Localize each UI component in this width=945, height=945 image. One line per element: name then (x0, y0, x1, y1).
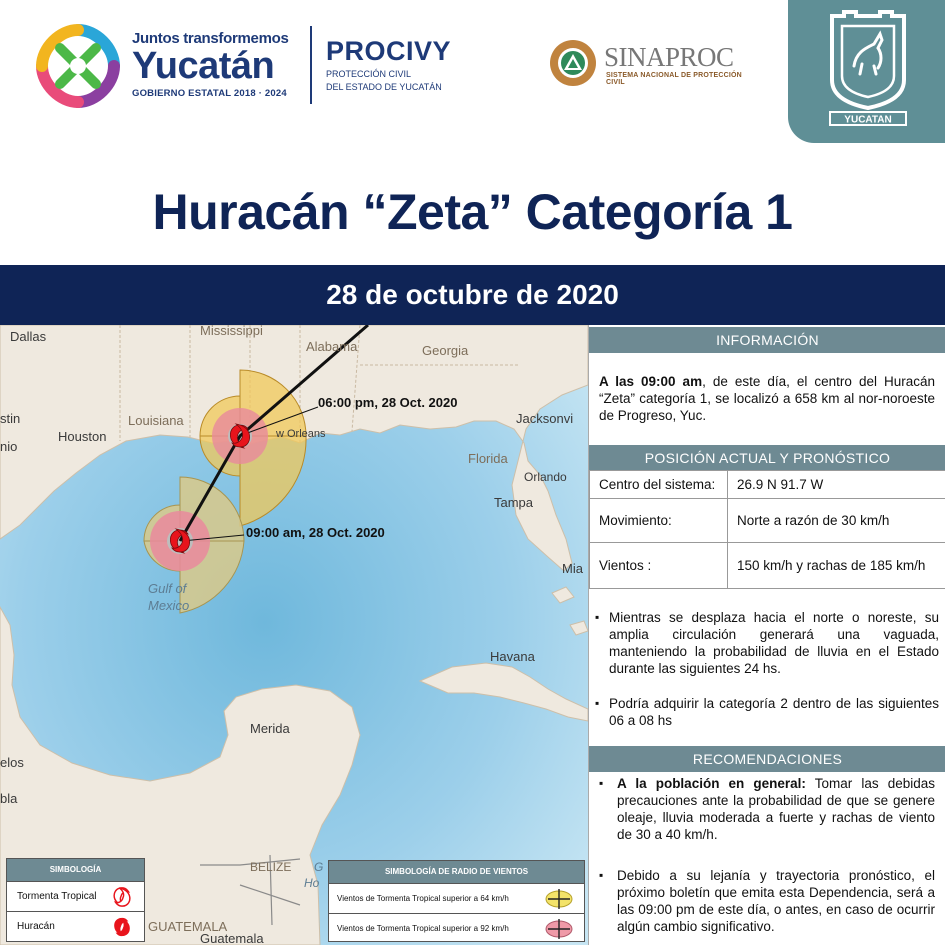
position-value-winds: 150 km/h y rachas de 185 km/h (728, 543, 945, 589)
label-new-orleans: w Orleans (276, 428, 326, 440)
label-puebla-fragment: bla (0, 791, 18, 806)
procivy-subtitle-2: DEL ESTADO DE YUCATÁN (326, 82, 442, 92)
label-guatemala: GUATEMALA (148, 919, 228, 934)
label-austin: stin (0, 411, 21, 426)
label-florida: Florida (468, 451, 508, 466)
label-houston: Houston (58, 429, 107, 444)
recommendation-1 (597, 775, 935, 843)
position-table (589, 470, 945, 589)
label-gulf-honduras: G (314, 860, 324, 874)
yucatan-tagline: Juntos transformemos (132, 30, 289, 47)
position-label-am: 09:00 am, 28 Oct. 2020 (246, 525, 385, 540)
yucatan-knot-icon (36, 24, 120, 108)
position-label-pm: 06:00 pm, 28 Oct. 2020 (318, 395, 458, 410)
position-key-center: Centro del sistema: (590, 471, 728, 499)
legend-label-tropical-storm: Tormenta Tropical (17, 891, 97, 902)
label-havana: Havana (490, 649, 535, 664)
recommendation-1-text: Tomar las debidas precauciones ante la probabilidad de que se genere oleaje, lluvia moderada a fuerte y rachas de viento de 30 a 40 km/h. (617, 776, 935, 842)
map-canvas (0, 325, 588, 945)
yucatan-shield-box (788, 0, 945, 143)
info-panel (588, 325, 945, 945)
hurricane-track-map[interactable] (0, 325, 588, 945)
label-mississippi: Mississippi (200, 325, 263, 338)
label-san-antonio: nio (0, 439, 18, 454)
label-miami: Mia (562, 561, 583, 576)
label-louisiana: Louisiana (128, 413, 184, 428)
recommendations-list (597, 775, 935, 935)
label-honduras-fragment: Ho (304, 876, 320, 890)
hurricane-icon (112, 916, 132, 938)
label-georgia: Georgia (422, 343, 469, 358)
label-gulf-of: Gulf of (148, 581, 187, 596)
symbol-legend (6, 858, 145, 942)
label-guatemala-city: Guatemala (200, 931, 264, 945)
forecast-bullet-1: ▪ Mientras se desplaza hacia el norte o noreste, su amplia circulación generará una vaguada, manteniendo la probabilidad de lluvia en el Estado durante las siguientes 24 hs. (595, 609, 939, 677)
table-row (590, 499, 945, 543)
sinaproc-logo (548, 38, 758, 92)
label-mexico-gulf: Mexico (148, 598, 190, 613)
info-body: , de este día, el centro del Huracán “Zeta” categoría 1, se localizó a 658 km al nor-noroeste de Progreso, Yuc. (599, 374, 935, 423)
label-monterrey-fragment: elos (0, 755, 24, 770)
tropical-storm-icon (112, 886, 132, 908)
label-jacksonville: Jacksonvi (516, 411, 574, 426)
position-value-center: 26.9 N 91.7 W (728, 471, 945, 499)
header-divider (310, 26, 312, 104)
forecast-bullet-2: ▪ Podría adquirir la categoría 2 dentro de las siguientes 06 a 08 hs (595, 695, 939, 729)
table-row (590, 543, 945, 589)
shield-label: YUCATAN (844, 114, 892, 126)
sinaproc-subtitle: SISTEMA NACIONAL DE PROTECCIÓN CIVIL (606, 72, 742, 86)
yucatan-government-logo (36, 22, 306, 108)
legend-row-tropical-storm (7, 881, 144, 911)
legend-label-ts-92: Vientos de Tormenta Tropical superior a 92 km/h (337, 924, 509, 933)
legend-row-ts-92 (329, 913, 584, 943)
info-lead: A las 09:00 am (599, 374, 703, 389)
yucatan-name: Yucatán (132, 45, 275, 87)
header (0, 0, 945, 150)
recommendations-heading: RECOMENDACIONES (589, 746, 945, 772)
legend-row-hurricane (7, 911, 144, 941)
recommendation-1-lead: A la población en general: (617, 776, 806, 791)
procivy-logo (326, 36, 451, 93)
info-text (599, 373, 935, 424)
label-belize: BELIZE (250, 860, 292, 874)
info-heading: INFORMACIÓN (589, 327, 945, 353)
position-key-movement: Movimiento: (590, 499, 728, 543)
sinaproc-name: SINAPROC (604, 42, 734, 72)
legend-label-ts-64: Vientos de Tormenta Tropical superior a 64 km/h (337, 894, 509, 903)
symbol-legend-title: SIMBOLOGÍA (7, 859, 144, 881)
label-dallas: Dallas (10, 329, 47, 344)
forecast-bullets (595, 609, 939, 729)
position-value-movement: Norte a razón de 30 km/h (728, 499, 945, 543)
procivy-name: PROCIVY (326, 36, 452, 66)
yellow-wind-quadrant-icon (544, 887, 574, 911)
legend-row-ts-64 (329, 883, 584, 913)
label-merida: Merida (250, 721, 290, 736)
table-row (590, 471, 945, 499)
procivy-subtitle-1: PROTECCIÓN CIVIL (326, 69, 412, 79)
label-orlando: Orlando (524, 470, 567, 484)
label-alabama: Alabama (306, 339, 358, 354)
yucatan-government-period: GOBIERNO ESTATAL 2018 · 2024 (132, 88, 287, 99)
wind-radius-legend-title: SIMBOLOGÍA DE RADIO DE VIENTOS (329, 861, 584, 883)
pink-wind-quadrant-icon (544, 917, 574, 941)
wind-radius-legend (328, 860, 585, 942)
position-key-winds: Vientos : (590, 543, 728, 589)
recommendation-2: ▪ Debido a su lejanía y trayectoria pronóstico, el próximo boletín que emita esta Dependencia, será a las 09:00 pm de este día, o antes, en caso de ocurrir algún cambio significativo. (597, 867, 935, 935)
page-title: Huracán “Zeta” Categoría 1 (152, 184, 793, 240)
label-tampa: Tampa (494, 495, 534, 510)
position-heading: POSICIÓN ACTUAL Y PRONÓSTICO (589, 445, 945, 471)
legend-label-hurricane: Huracán (17, 921, 55, 932)
sinaproc-seal-icon (548, 38, 598, 88)
bulletin-date: 28 de octubre de 2020 (0, 265, 945, 325)
yucatan-shield-icon (826, 8, 910, 126)
